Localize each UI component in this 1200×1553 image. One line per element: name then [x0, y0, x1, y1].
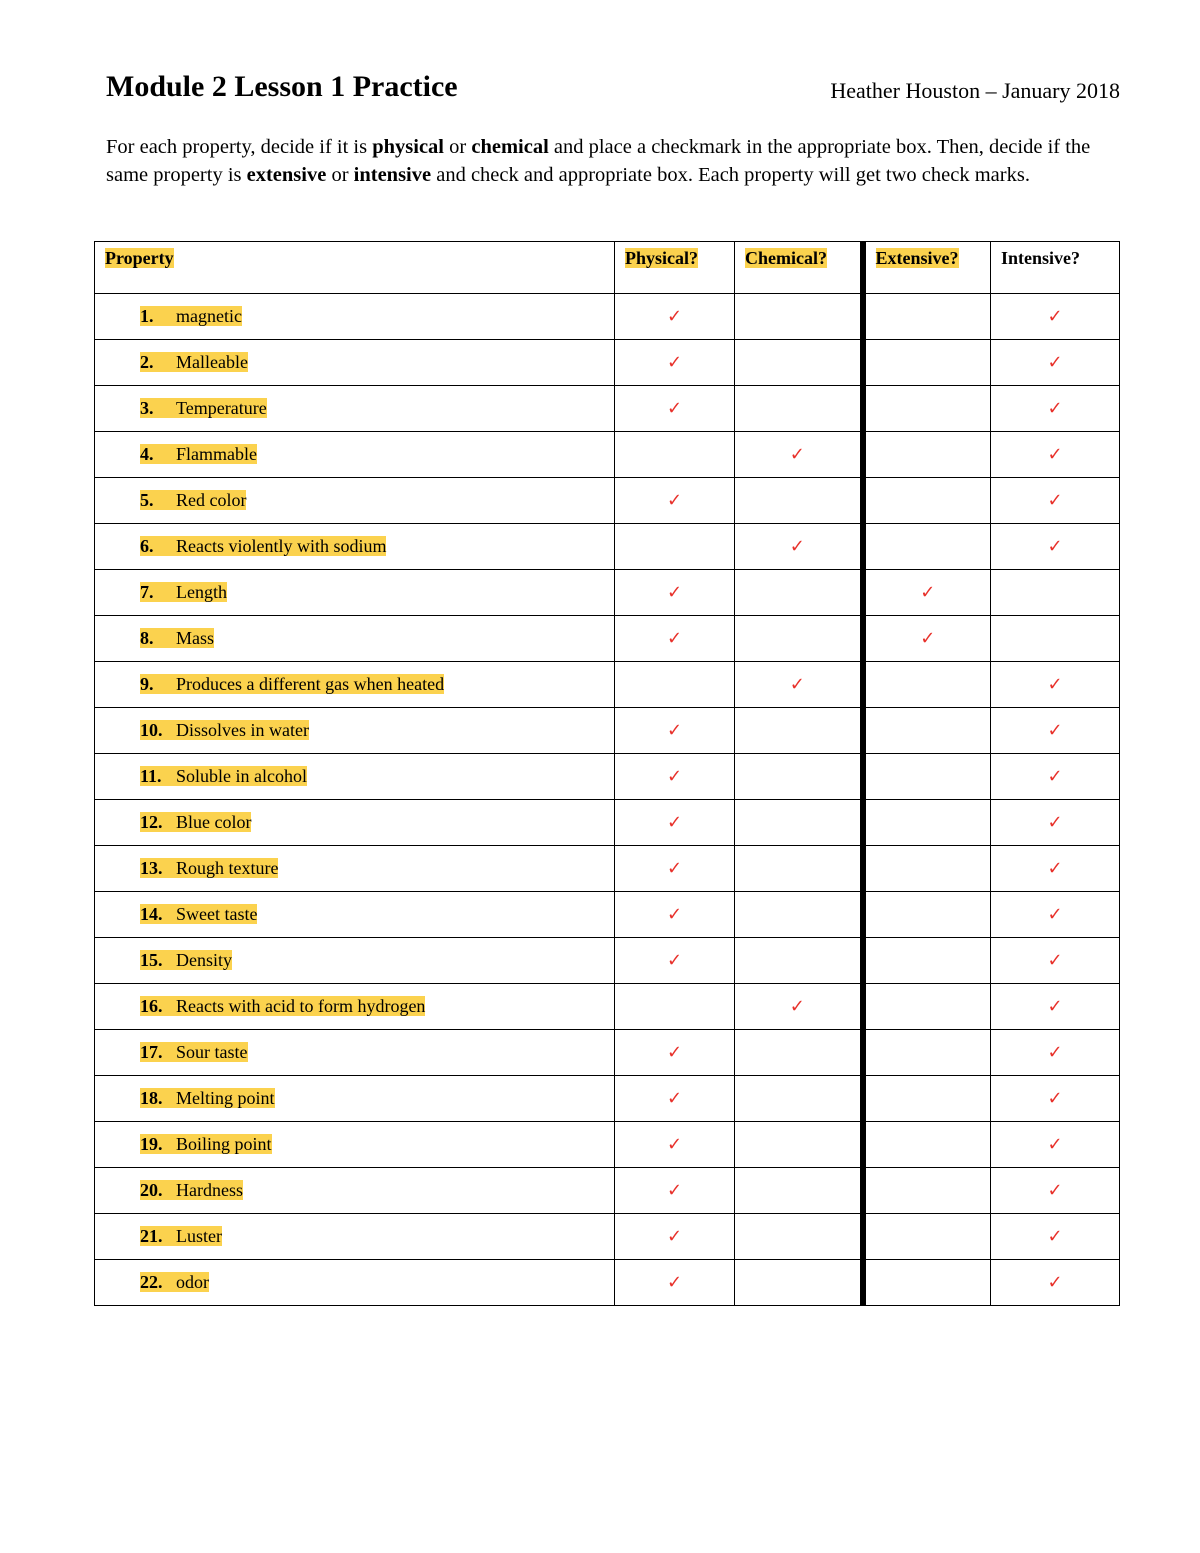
checkmark-icon: ✓: [1047, 904, 1063, 925]
extensive-cell[interactable]: [863, 386, 991, 432]
chemical-cell[interactable]: [735, 386, 863, 432]
physical-cell[interactable]: [615, 386, 735, 432]
property-cell: [95, 708, 615, 754]
intensive-cell[interactable]: [991, 1122, 1120, 1168]
checkmark-icon: ✓: [666, 398, 683, 419]
instructions-text-1: For each property, decide if it is: [106, 136, 373, 158]
property-cell: [95, 938, 615, 984]
checkmark-icon: ✓: [1047, 950, 1063, 971]
property-label: Red color: [176, 490, 247, 510]
physical-cell[interactable]: [615, 570, 735, 616]
property-highlight: [140, 904, 257, 924]
chemical-cell[interactable]: [735, 616, 863, 662]
extensive-cell[interactable]: [863, 1122, 991, 1168]
instructions-bold-intensive: intensive: [353, 163, 432, 186]
chemical-cell[interactable]: [735, 1122, 863, 1168]
intensive-cell[interactable]: [991, 1076, 1120, 1122]
property-table: [94, 241, 1120, 1306]
checkmark-icon: ✓: [1047, 306, 1063, 327]
extensive-cell[interactable]: [863, 892, 991, 938]
table-row: [95, 1214, 1120, 1260]
chemical-cell[interactable]: [735, 570, 863, 616]
physical-cell[interactable]: [615, 340, 735, 386]
chemical-cell[interactable]: [735, 800, 863, 846]
property-highlight: [140, 444, 257, 464]
checkmark-icon: ✓: [666, 352, 683, 373]
property-number: 4.: [140, 444, 154, 464]
property-highlight: [140, 1088, 275, 1108]
table-row: [95, 294, 1120, 340]
property-cell: [95, 1214, 615, 1260]
intensive-cell[interactable]: [991, 800, 1120, 846]
property-cell: [95, 1260, 615, 1306]
chemical-cell[interactable]: [735, 754, 863, 800]
intensive-cell[interactable]: [991, 432, 1120, 478]
table-row: [95, 432, 1120, 478]
extensive-cell[interactable]: [863, 570, 991, 616]
property-label: Sweet taste: [176, 904, 258, 924]
extensive-cell[interactable]: [863, 478, 991, 524]
table-row: [95, 478, 1120, 524]
property-highlight: [140, 628, 214, 648]
checkmark-icon: ✓: [1047, 1180, 1063, 1201]
extensive-cell[interactable]: [863, 662, 991, 708]
property-cell: [95, 754, 615, 800]
checkmark-icon: ✓: [789, 444, 805, 465]
header-property: [95, 242, 615, 294]
property-label: Soluble in alcohol: [176, 766, 307, 786]
header-intensive: [991, 242, 1120, 294]
property-label: Boiling point: [176, 1134, 272, 1154]
physical-cell[interactable]: [615, 892, 735, 938]
property-highlight: [140, 766, 307, 786]
property-number: 3.: [140, 398, 154, 418]
property-number: 8.: [140, 628, 154, 648]
checkmark-icon: ✓: [666, 1134, 683, 1155]
intensive-cell[interactable]: [991, 1260, 1120, 1306]
checkmark-icon: ✓: [1047, 858, 1063, 879]
checkmark-icon: ✓: [789, 674, 805, 695]
property-label: Blue color: [176, 812, 252, 832]
instructions-bold-physical: physical: [372, 136, 445, 158]
chemical-cell[interactable]: [735, 892, 863, 938]
checkmark-icon: ✓: [1047, 352, 1063, 373]
property-label: Flammable: [176, 444, 257, 464]
property-label: Reacts violently with sodium: [176, 536, 387, 556]
intensive-cell[interactable]: [991, 570, 1120, 616]
property-number: 6.: [140, 536, 154, 556]
intensive-cell[interactable]: [991, 708, 1120, 754]
property-number: 10.: [140, 720, 163, 740]
checkmark-icon: ✓: [1047, 398, 1063, 419]
chemical-cell[interactable]: [735, 294, 863, 340]
property-cell: [95, 570, 615, 616]
property-highlight: [140, 398, 267, 418]
property-label: Melting point: [176, 1088, 275, 1108]
checkmark-icon: ✓: [666, 490, 683, 511]
physical-cell[interactable]: [615, 754, 735, 800]
property-cell: [95, 800, 615, 846]
header-extensive: [863, 242, 991, 294]
table-row: [95, 984, 1120, 1030]
chemical-cell[interactable]: [735, 1168, 863, 1214]
page-title: Module 2 Lesson 1 Practice: [106, 70, 458, 103]
header-chemical: [735, 242, 863, 294]
chemical-cell[interactable]: [735, 340, 863, 386]
table-row: [95, 800, 1120, 846]
physical-cell[interactable]: [615, 846, 735, 892]
property-label: Temperature: [176, 398, 267, 418]
checkmark-icon: ✓: [666, 582, 683, 603]
property-highlight: [140, 1134, 272, 1154]
checkmark-icon: ✓: [666, 812, 683, 833]
chemical-cell[interactable]: [735, 432, 863, 478]
property-highlight: [140, 490, 246, 510]
instructions-text-3: and place a checkmark in the appropriate box. Then, decide if the same property is: [106, 136, 1091, 186]
extensive-cell[interactable]: [863, 432, 991, 478]
table-row: [95, 662, 1120, 708]
table-row: [95, 524, 1120, 570]
intensive-cell[interactable]: [991, 846, 1120, 892]
property-cell: [95, 1122, 615, 1168]
intensive-cell[interactable]: [991, 1214, 1120, 1260]
header-physical: [615, 242, 735, 294]
instructions-bold-chemical: chemical: [471, 136, 549, 158]
property-number: 20.: [140, 1180, 163, 1200]
header-extensive-label: Extensive?: [875, 248, 959, 268]
property-cell: [95, 662, 615, 708]
table-row: [95, 754, 1120, 800]
property-label: magnetic: [176, 306, 242, 326]
chemical-cell[interactable]: [735, 984, 863, 1030]
property-label: Dissolves in water: [176, 720, 309, 740]
chemical-cell[interactable]: [735, 662, 863, 708]
physical-cell[interactable]: [615, 800, 735, 846]
intensive-cell[interactable]: [991, 662, 1120, 708]
intensive-cell[interactable]: [991, 616, 1120, 662]
checkmark-icon: ✓: [1047, 444, 1063, 465]
property-number: 22.: [140, 1272, 163, 1292]
checkmark-icon: ✓: [1047, 536, 1063, 557]
property-number: 19.: [140, 1134, 163, 1154]
header-intensive-label: Intensive?: [1001, 248, 1081, 268]
property-highlight: [140, 1226, 222, 1246]
property-highlight: [140, 306, 242, 326]
physical-cell[interactable]: [615, 938, 735, 984]
extensive-cell[interactable]: [863, 524, 991, 570]
header-chemical-label: Chemical?: [745, 248, 827, 268]
property-cell: [95, 478, 615, 524]
extensive-cell[interactable]: [863, 846, 991, 892]
extensive-cell[interactable]: [863, 754, 991, 800]
property-cell: [95, 524, 615, 570]
checkmark-icon: ✓: [1047, 720, 1063, 741]
property-cell: [95, 386, 615, 432]
table-row: [95, 616, 1120, 662]
physical-cell[interactable]: [615, 1030, 735, 1076]
physical-cell[interactable]: [615, 662, 735, 708]
checkmark-icon: ✓: [1047, 1088, 1063, 1109]
property-label: Density: [176, 950, 232, 970]
header-property-label: Property: [105, 248, 174, 268]
property-number: 15.: [140, 950, 163, 970]
checkmark-icon: ✓: [666, 766, 683, 787]
physical-cell[interactable]: [615, 294, 735, 340]
checkmark-icon: ✓: [920, 628, 936, 649]
intensive-cell[interactable]: [991, 938, 1120, 984]
physical-cell[interactable]: [615, 1122, 735, 1168]
checkmark-icon: ✓: [666, 1180, 683, 1201]
property-highlight: [140, 536, 386, 556]
extensive-cell[interactable]: [863, 1076, 991, 1122]
property-highlight: [140, 720, 309, 740]
property-cell: [95, 616, 615, 662]
physical-cell[interactable]: [615, 1076, 735, 1122]
table-row: [95, 1076, 1120, 1122]
checkmark-icon: ✓: [666, 1088, 683, 1109]
intensive-cell[interactable]: [991, 984, 1120, 1030]
property-cell: [95, 1168, 615, 1214]
extensive-cell[interactable]: [863, 938, 991, 984]
chemical-cell[interactable]: [735, 846, 863, 892]
chemical-cell[interactable]: [735, 938, 863, 984]
property-label: Rough texture: [176, 858, 279, 878]
property-highlight: [140, 858, 278, 878]
table-row: [95, 386, 1120, 432]
checkmark-icon: ✓: [666, 1272, 683, 1293]
property-number: 11.: [140, 766, 162, 786]
property-cell: [95, 432, 615, 478]
instructions-text-4: or: [326, 163, 354, 186]
checkmark-icon: ✓: [666, 1226, 683, 1247]
checkmark-icon: ✓: [666, 1042, 683, 1063]
property-label: odor: [176, 1272, 209, 1292]
property-highlight: [140, 352, 248, 372]
property-highlight: [140, 674, 444, 694]
property-number: 12.: [140, 812, 163, 832]
property-cell: [95, 846, 615, 892]
table-row: [95, 1260, 1120, 1306]
intensive-cell[interactable]: [991, 754, 1120, 800]
property-cell: [95, 1030, 615, 1076]
table-row: [95, 708, 1120, 754]
property-highlight: [140, 996, 425, 1016]
property-highlight: [140, 582, 227, 602]
physical-cell[interactable]: [615, 478, 735, 524]
intensive-cell[interactable]: [991, 386, 1120, 432]
instructions: [106, 134, 1126, 189]
property-label: Length: [176, 582, 227, 602]
physical-cell[interactable]: [615, 1260, 735, 1306]
checkmark-icon: ✓: [666, 306, 683, 327]
property-number: 7.: [140, 582, 154, 602]
table-row: [95, 938, 1120, 984]
instructions-bold-extensive: extensive: [246, 163, 327, 186]
property-cell: [95, 294, 615, 340]
checkmark-icon: ✓: [1047, 766, 1063, 787]
table-row: [95, 846, 1120, 892]
property-number: 1.: [140, 306, 154, 326]
author-date: Heather Houston – January 2018: [830, 78, 1120, 103]
property-highlight: [140, 950, 232, 970]
physical-cell[interactable]: [615, 1214, 735, 1260]
checkmark-icon: ✓: [666, 950, 683, 971]
checkmark-icon: ✓: [1047, 674, 1063, 695]
table-row: [95, 340, 1120, 386]
property-cell: [95, 1076, 615, 1122]
checkmark-icon: ✓: [1047, 1134, 1063, 1155]
property-label: Sour taste: [176, 1042, 248, 1062]
property-cell: [95, 892, 615, 938]
chemical-cell[interactable]: [735, 478, 863, 524]
chemical-cell[interactable]: [735, 1260, 863, 1306]
property-label: Produces a different gas when heated: [176, 674, 445, 694]
intensive-cell[interactable]: [991, 1168, 1120, 1214]
table-body: [95, 294, 1120, 1306]
checkmark-icon: ✓: [666, 858, 683, 879]
intensive-cell[interactable]: [991, 892, 1120, 938]
table-row: [95, 892, 1120, 938]
intensive-cell[interactable]: [991, 294, 1120, 340]
intensive-cell[interactable]: [991, 478, 1120, 524]
checkmark-icon: ✓: [1047, 1042, 1063, 1063]
property-number: 2.: [140, 352, 154, 372]
table-row: [95, 570, 1120, 616]
checkmark-icon: ✓: [666, 904, 683, 925]
property-number: 18.: [140, 1088, 163, 1108]
table-row: [95, 1168, 1120, 1214]
checkmark-icon: ✓: [1047, 490, 1063, 511]
extensive-cell[interactable]: [863, 1030, 991, 1076]
checkmark-icon: ✓: [1047, 996, 1063, 1017]
extensive-cell[interactable]: [863, 340, 991, 386]
property-number: 21.: [140, 1226, 163, 1246]
checkmark-icon: ✓: [789, 996, 805, 1017]
property-cell: [95, 340, 615, 386]
checkmark-icon: ✓: [920, 582, 936, 603]
chemical-cell[interactable]: [735, 708, 863, 754]
table-row: [95, 1030, 1120, 1076]
checkmark-icon: ✓: [1047, 812, 1063, 833]
chemical-cell[interactable]: [735, 524, 863, 570]
extensive-cell[interactable]: [863, 616, 991, 662]
property-label: Hardness: [176, 1180, 243, 1200]
property-highlight: [140, 1180, 243, 1200]
physical-cell[interactable]: [615, 616, 735, 662]
physical-cell[interactable]: [615, 708, 735, 754]
property-number: 16.: [140, 996, 163, 1016]
property-number: 9.: [140, 674, 154, 694]
property-number: 14.: [140, 904, 163, 924]
extensive-cell[interactable]: [863, 1260, 991, 1306]
checkmark-icon: ✓: [789, 536, 805, 557]
extensive-cell[interactable]: [863, 1214, 991, 1260]
header-row: [95, 242, 1120, 294]
property-highlight: [140, 812, 251, 832]
chemical-cell[interactable]: [735, 1076, 863, 1122]
extensive-cell[interactable]: [863, 708, 991, 754]
checkmark-icon: ✓: [1047, 1272, 1063, 1293]
property-highlight: [140, 1042, 248, 1062]
checkmark-icon: ✓: [666, 628, 683, 649]
header-physical-label: Physical?: [625, 248, 699, 268]
property-number: 17.: [140, 1042, 163, 1062]
physical-cell[interactable]: [615, 984, 735, 1030]
chemical-cell[interactable]: [735, 1030, 863, 1076]
intensive-cell[interactable]: [991, 1030, 1120, 1076]
intensive-cell[interactable]: [991, 340, 1120, 386]
instructions-text-2: or: [444, 136, 472, 158]
extensive-cell[interactable]: [863, 800, 991, 846]
property-label: Reacts with acid to form hydrogen: [176, 996, 426, 1016]
extensive-cell[interactable]: [863, 1168, 991, 1214]
extensive-cell[interactable]: [863, 294, 991, 340]
physical-cell[interactable]: [615, 524, 735, 570]
property-label: Mass: [176, 628, 215, 648]
property-highlight: [140, 1272, 209, 1292]
chemical-cell[interactable]: [735, 1214, 863, 1260]
property-label: Malleable: [176, 352, 248, 372]
table-row: [95, 1122, 1120, 1168]
property-number: 13.: [140, 858, 163, 878]
instructions-text-5: and check and appropriate box. Each property will get two check marks.: [431, 163, 1030, 186]
checkmark-icon: ✓: [1047, 1226, 1063, 1247]
property-number: 5.: [140, 490, 154, 510]
property-label: Luster: [176, 1226, 222, 1246]
property-cell: [95, 984, 615, 1030]
intensive-cell[interactable]: [991, 524, 1120, 570]
physical-cell[interactable]: [615, 432, 735, 478]
extensive-cell[interactable]: [863, 984, 991, 1030]
physical-cell[interactable]: [615, 1168, 735, 1214]
checkmark-icon: ✓: [666, 720, 683, 741]
